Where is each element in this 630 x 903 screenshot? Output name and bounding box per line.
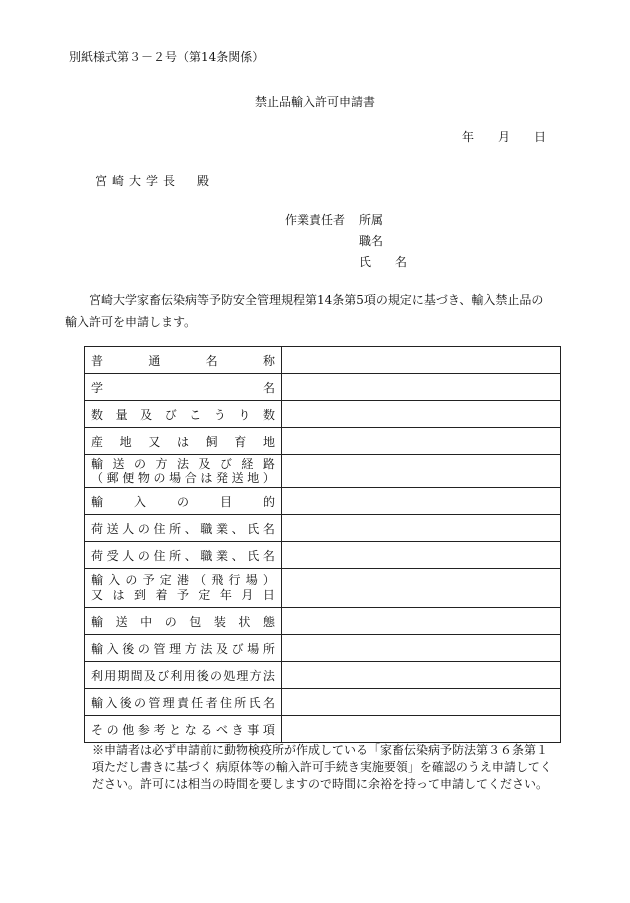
row-value-field[interactable] <box>282 716 561 743</box>
table-row <box>85 662 561 689</box>
row-value-field[interactable] <box>282 689 561 716</box>
row-value-field[interactable] <box>282 401 561 428</box>
table-row <box>85 542 561 569</box>
table-row <box>85 689 561 716</box>
body-text: 宮崎大学家畜伝染病等予防安全管理規程第14条第5項の規定に基づき、輸入禁止品の輸入許可を申請します。 <box>65 293 544 329</box>
applicant-role: 作業責任者 <box>285 213 346 227</box>
table-row <box>85 608 561 635</box>
row-value-field[interactable] <box>282 608 561 635</box>
row-value-field[interactable] <box>282 542 561 569</box>
row-label: そ の 他 参 考 と な る べ き 事 項 <box>85 716 282 743</box>
row-label: 学 名 <box>85 374 282 401</box>
row-label: 輸 送 中 の 包 装 状 態 <box>85 608 282 635</box>
row-label: 普 通 名 称 <box>85 347 282 374</box>
table-row <box>85 401 561 428</box>
row-value-field[interactable] <box>282 347 561 374</box>
row-value-field[interactable] <box>282 635 561 662</box>
table-row <box>85 428 561 455</box>
table-row <box>85 374 561 401</box>
form-number: 別紙様式第３－２号（第14条関係） <box>69 50 265 64</box>
document-title: 禁止品輸入許可申請書 <box>254 95 375 109</box>
table-row <box>85 635 561 662</box>
addressee: 宮崎大学長 殿 <box>95 174 215 188</box>
row-value-field[interactable] <box>282 455 561 488</box>
row-label: 輸 入 後 の 管 理 方 法 及 び 場 所 <box>85 635 282 662</box>
row-value-field[interactable] <box>282 428 561 455</box>
row-value-field[interactable] <box>282 515 561 542</box>
date-month: 月 <box>498 130 511 144</box>
row-label: 輸 入 の 目 的 <box>85 488 282 515</box>
note-text: ※申請者は必ず申請前に動物検疫所が作成している「家畜伝染病予防法第３６条第１項ただし書きに基づく 病原体等の輸入許可手続き実施要領」を確認のうえ申請してください。許可には相当の時間を要しますので時間に余裕を持って申請してください。 <box>92 743 552 791</box>
applicant-position-label: 職名 <box>359 234 384 248</box>
table-row <box>85 347 561 374</box>
row-label: 利 用 期 間 及 び 利 用 後 の 処 理 方 法 <box>85 662 282 689</box>
row-label: 数 量 及 び こ う り 数 <box>85 401 282 428</box>
table-row <box>85 569 561 608</box>
row-label: 荷 送 人 の 住 所 、 職 業 、 氏 名 <box>85 515 282 542</box>
row-label: 輸 入 後 の 管 理 責 任 者 住 所 氏 名 <box>85 689 282 716</box>
row-value-field[interactable] <box>282 569 561 608</box>
row-label: 荷 受 人 の 住 所 、 職 業 、 氏 名 <box>85 542 282 569</box>
date-line <box>462 128 546 145</box>
table-row <box>85 488 561 515</box>
applicant-block <box>285 210 429 273</box>
applicant-affiliation-label: 所属 <box>359 213 384 227</box>
row-value-field[interactable] <box>282 374 561 401</box>
note <box>92 742 552 793</box>
table-row <box>85 455 561 488</box>
row-value-field[interactable] <box>282 488 561 515</box>
row-value-field[interactable] <box>282 662 561 689</box>
application-table <box>84 346 561 743</box>
table-row <box>85 716 561 743</box>
date-year: 年 <box>462 130 475 144</box>
row-label: 産 地 又 は 飼 育 地 <box>85 428 282 455</box>
applicant-name-label: 氏 名 <box>359 255 408 269</box>
table-row <box>85 515 561 542</box>
date-day: 日 <box>534 130 547 144</box>
row-label: 輸 入 の 予 定 港 （ 飛 行 場 ） 又 は 到 着 予 定 年 月 日 <box>85 569 282 608</box>
row-label: 輸 送 の 方 法 及 び 経 路 （ 郵 便 物 の 場 合 は 発 送 地 ） <box>85 455 282 488</box>
